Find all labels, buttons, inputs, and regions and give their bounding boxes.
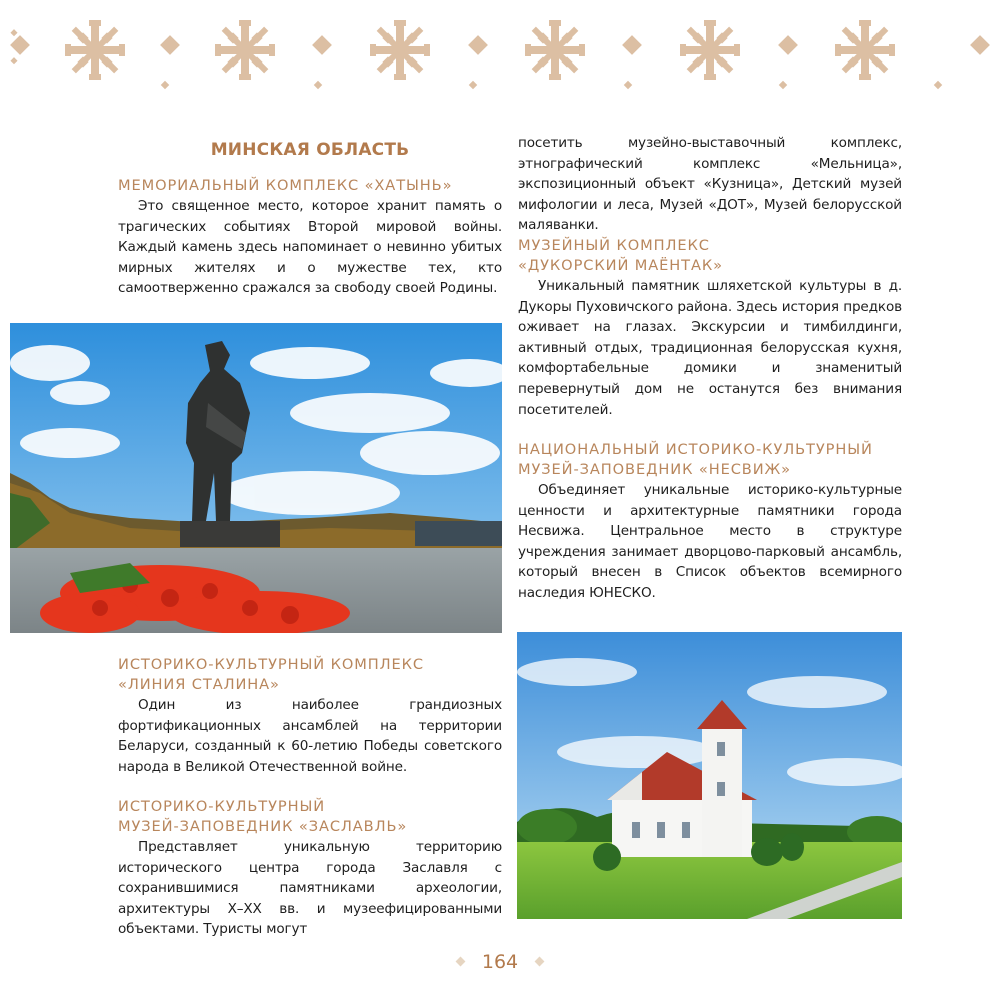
church-photo xyxy=(517,632,902,919)
section-text: Объединяет уникальные историко-культурные ценности и архитектурные памятники города Несвижа. Центральное место в структуре учреждения занимает дворцово-парковый ансамбль, который внесен в Список объектов всемирного наследия ЮНЕСКО. xyxy=(518,482,902,601)
khatyn-photo xyxy=(10,323,502,633)
section-text: Представляет уникальную территорию исторического центра города Заславля с сохранившимися памятниками археологии, архитектуры X–XX вв. и музеефицированными объектами. Туристы могут xyxy=(118,839,502,938)
section-zaslavl-continued xyxy=(518,133,902,236)
page-title: МИНСКАЯ ОБЛАСТЬ xyxy=(210,140,410,160)
section-text: посетить музейно-выставочный комплекс, этнографический комплекс «Мельница», экспозиционный объект «Кузница», Детский музей мифологии и леса, Музей «ДОТ», Музей белорусской маляванки. xyxy=(518,135,902,234)
diamond-icon xyxy=(535,957,545,967)
section-heading: МЕМОРИАЛЬНЫЙ КОМПЛЕКС «ХАТЫНЬ» xyxy=(118,177,453,194)
section-stalin-line xyxy=(118,655,502,777)
section-text: Это священное место, которое хранит память о трагических событиях Второй мировой войны. Каждый камень здесь напоминает о невинно убитых мирных жителях и о мужестве тех, кто самоотверженно сражался за свободу своей Родины. xyxy=(118,198,502,297)
diamond-icon xyxy=(455,957,465,967)
section-nesvizh xyxy=(518,440,902,604)
section-text: Уникальный памятник шляхетской культуры в д. Дукоры Пуховичского района. Здесь история предков оживает на глазах. Экскурсии и тимбилдинги, активный отдых, традиционная белорусская кухня, комфортабельные домики и знаменитый перевернутый дом не останутся без внимания посетителей. xyxy=(518,278,902,418)
section-text: Один из наиболее грандиозных фортификационных ансамблей на территории Беларуси, созданный к 60-летию Победы советского народа в Великой Отечественной войне. xyxy=(118,697,502,775)
section-heading-line2: «ЛИНИЯ СТАЛИНА» xyxy=(118,676,280,693)
page-number: 164 xyxy=(481,951,519,973)
section-khatyn xyxy=(118,176,502,299)
page-number-footer xyxy=(0,951,1000,973)
section-heading-line2: МУЗЕЙ-ЗАПОВЕДНИК «ЗАСЛАВЛЬ» xyxy=(118,818,408,835)
section-heading-line1: НАЦИОНАЛЬНЫЙ ИСТОРИКО-КУЛЬТУРНЫЙ xyxy=(518,441,873,458)
section-heading-line1: ИСТОРИКО-КУЛЬТУРНЫЙ КОМПЛЕКС xyxy=(118,656,424,673)
section-zaslavl xyxy=(118,797,502,940)
section-heading-line1: МУЗЕЙНЫЙ КОМПЛЕКС xyxy=(518,237,710,254)
section-dukora xyxy=(518,236,902,420)
section-heading-line2: «ДУКОРСКИЙ МАЁНТАК» xyxy=(518,257,723,274)
section-heading-line2: МУЗЕЙ-ЗАПОВЕДНИК «НЕСВИЖ» xyxy=(518,461,791,478)
section-heading-line1: ИСТОРИКО-КУЛЬТУРНЫЙ xyxy=(118,798,326,815)
ornament-band xyxy=(0,0,1000,110)
